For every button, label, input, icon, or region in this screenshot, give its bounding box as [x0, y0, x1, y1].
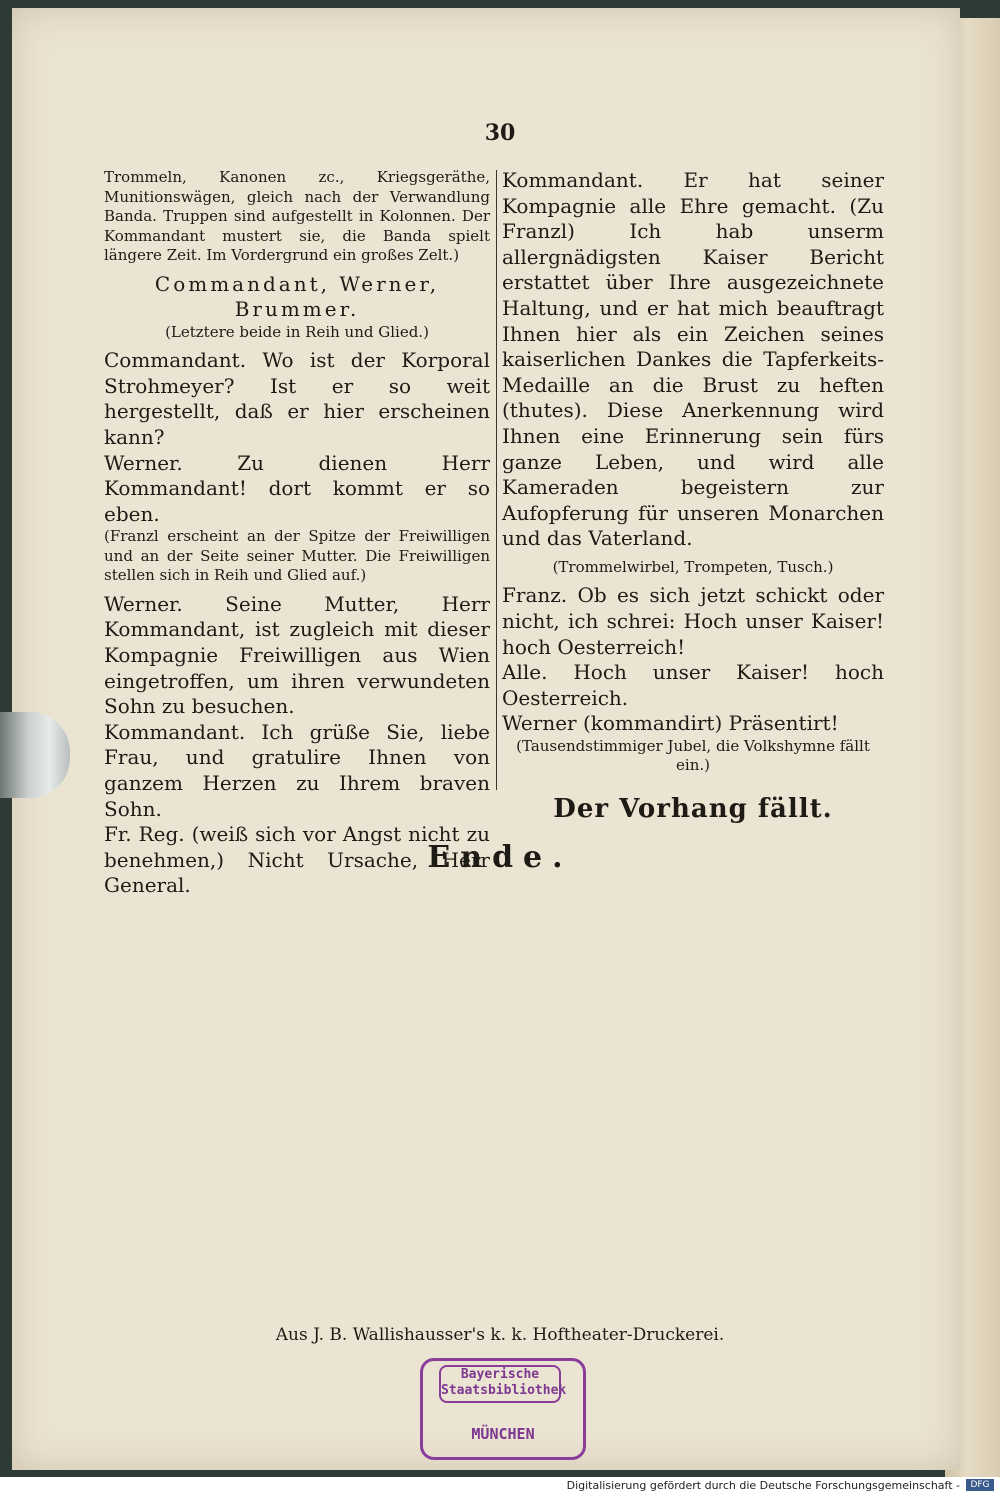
ende-heading: Ende. — [427, 840, 573, 875]
footer-bar — [0, 1477, 1000, 1494]
left-column — [104, 168, 490, 899]
dialogue-line: Werner. Zu dienen Herr Kommandant! dort kommt er so eben. — [104, 450, 490, 526]
dialogue-line: Franz. Ob es sich jetzt schickt oder nicht, ich schrei: Hoch unser Kaiser! hoch Oesterreich! — [502, 583, 884, 659]
stage-direction: (Trommelwirbel, Trompeten, Tusch.) — [552, 557, 834, 576]
dialogue-line: Kommandant. Er hat seiner Kompagnie alle Ehre gemacht. (Zu Franzl) Ich hab unserm allergnädigsten Kaiser Bericht erstattet über Ihre ausgezeichnete Haltung, und er hat mich beauftragt Ihnen hier als ein Zeichen seines kaiserlichen Dankes die Tapferkeits-Medaille an die Brust zu heften (thutes). Diese Anerkennung wird Ihnen eine Erinnerung sein fürs ganze Leben, und wird alle Kameraden begeistern zur Aufopferung für unseren Monarchen und das Vaterland. — [502, 168, 884, 551]
dialogue-line: Alle. Hoch unser Kaiser! hoch Oesterreich. — [502, 660, 884, 710]
dialogue-line: Commandant. Wo ist der Korporal Strohmeyer? Ist er so weit hergestellt, daß er hier erscheinen kann? — [104, 348, 490, 449]
page-number: 30 — [484, 120, 516, 146]
stage-direction: (Tausendstimmiger Jubel, die Volkshymne fällt ein.) — [516, 736, 870, 775]
stage-direction: Trommeln, Kanonen zc., Kriegsgeräthe, Munitionswägen, gleich nach der Verwandlung Banda. Truppen sind aufgestellt in Kolonnen. Der Kommandant mustert sie, die Banda spielt längere Zeit. Im Vordergrund ein großes Zelt.) — [104, 168, 490, 264]
dialogue-line: Fr. Reg. (weiß sich vor Angst nicht zu benehmen,) Nicht Ursache, Herr General. — [104, 822, 490, 898]
stamp-line1: Bayerische — [460, 1367, 540, 1382]
dialogue-line: Werner (kommandirt) Präsentirt! — [502, 711, 839, 736]
dfg-logo-icon: DFG — [966, 1479, 994, 1491]
dialogue-line: Werner. Seine Mutter, Herr Kommandant, ist zugleich mit dieser Kompagnie Freiwilligen aus Wien eingetroffen, um ihren verwundeten Sohn zu besuchen. — [104, 591, 490, 719]
library-stamp — [420, 1358, 586, 1460]
stamp-city: MÜNCHEN — [471, 1425, 535, 1443]
stamp-line2: Staatsbibliothek — [441, 1383, 567, 1398]
footer-text: Digitalisierung gefördert durch die Deutsche Forschungsgemeinschaft - — [566, 1479, 960, 1492]
printer-imprint: Aus J. B. Wallishausser's k. k. Hoftheater-Druckerei. — [275, 1325, 725, 1345]
dialogue-line: Kommandant. Ich grüße Sie, liebe Frau, und gratulire Ihnen von ganzem Herzen zu Ihrem braven Sohn. — [104, 719, 490, 821]
column-divider — [496, 170, 497, 790]
stamp-inner-box — [439, 1365, 567, 1403]
stage-direction: (Letztere beide in Reih und Glied.) — [165, 322, 429, 341]
right-column — [502, 168, 884, 850]
character-list: Commandant, Werner, Brummer. — [154, 271, 440, 322]
curtain-heading: Der Vorhang fällt. — [553, 793, 833, 824]
stage-direction: (Franzl erscheint an der Spitze der Freiwilligen und an der Seite seiner Mutter. Die Freiwilligen stellen sich in Reih und Glied auf.) — [104, 527, 490, 585]
